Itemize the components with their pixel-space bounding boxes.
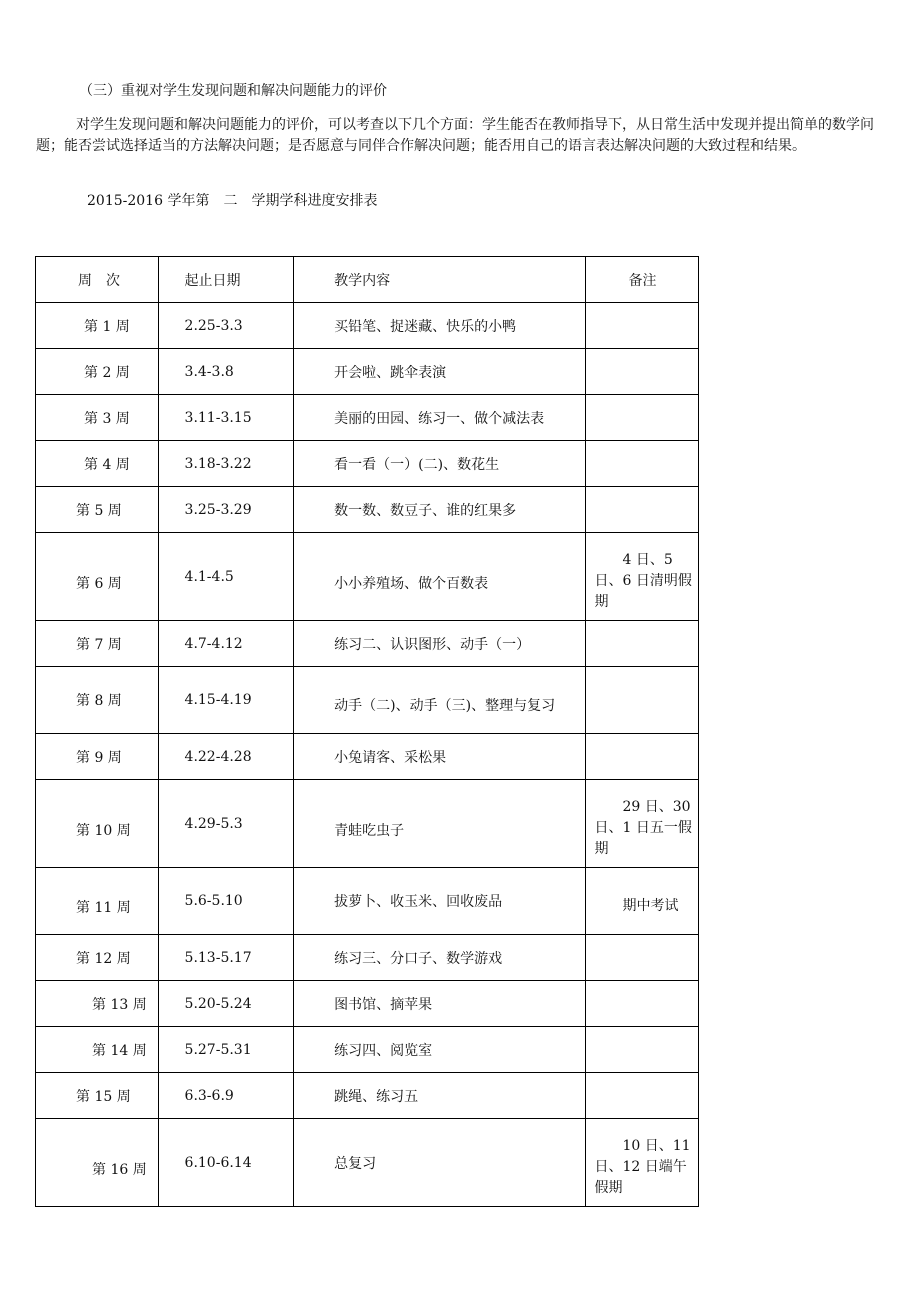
table-row	[36, 621, 699, 667]
dates-cell-text: 4.15-4.19	[184, 692, 252, 708]
week-cell	[36, 981, 159, 1027]
week-cell	[36, 1073, 159, 1119]
week-cell-text: 第 13 周	[92, 996, 147, 1013]
dates-cell	[158, 487, 294, 533]
week-cell	[36, 1119, 159, 1207]
table-row	[36, 1027, 699, 1073]
table-body	[36, 303, 699, 1207]
content-cell	[294, 533, 586, 621]
week-cell-text: 第 4 周	[84, 456, 130, 473]
content-cell	[294, 621, 586, 667]
dates-cell	[158, 441, 294, 487]
dates-cell	[158, 981, 294, 1027]
week-cell-text: 第 10 周	[76, 822, 131, 839]
content-cell-text: 拔萝卜、收玉米、回收废品	[334, 894, 503, 910]
header-note: 备注	[586, 257, 699, 303]
dates-cell-text: 4.29-5.3	[184, 815, 243, 832]
table-row	[36, 935, 699, 981]
content-cell	[294, 1027, 586, 1073]
dates-cell	[158, 621, 294, 667]
note-cell-text: 4 日、5 日、6 日清明假期	[594, 552, 692, 610]
week-cell	[36, 1027, 159, 1073]
content-cell-text: 小兔请客、采松果	[334, 749, 447, 766]
content-cell-text: 看一看（一）(二)、数花生	[334, 456, 500, 473]
dates-cell	[158, 1073, 294, 1119]
content-cell-text: 练习四、阅览室	[334, 1042, 433, 1059]
dates-cell-text: 6.3-6.9	[184, 1087, 234, 1104]
note-cell-text: 29 日、30 日、1 日五一假期	[594, 799, 692, 857]
content-cell	[294, 935, 586, 981]
content-cell	[294, 1073, 586, 1119]
note-cell-text: 期中考试	[622, 897, 679, 914]
content-cell	[294, 303, 586, 349]
dates-cell-text: 5.6-5.10	[184, 893, 243, 909]
note-cell	[586, 734, 699, 780]
note-cell	[586, 667, 699, 734]
dates-cell-text: 3.11-3.15	[184, 409, 252, 426]
week-cell-text: 第 14 周	[92, 1042, 147, 1059]
week-cell	[36, 868, 159, 935]
dates-cell-text: 4.1-4.5	[184, 568, 234, 585]
table-row	[36, 1073, 699, 1119]
note-cell-text: 10 日、11 日、12 日端午假期	[594, 1138, 691, 1196]
content-cell	[294, 734, 586, 780]
week-cell-text: 第 5 周	[76, 502, 122, 519]
week-cell-text: 第 7 周	[76, 636, 122, 653]
table-row	[36, 487, 699, 533]
content-cell-text: 图书馆、摘苹果	[334, 996, 433, 1013]
table-header-row	[36, 257, 699, 303]
table-row	[36, 1119, 699, 1207]
dates-cell-text: 6.10-6.14	[184, 1154, 252, 1171]
note-cell	[586, 395, 699, 441]
week-cell-text: 第 9 周	[76, 749, 122, 766]
dates-cell	[158, 349, 294, 395]
content-cell-text: 买铅笔、捉迷藏、快乐的小鸭	[334, 318, 517, 335]
dates-cell-text: 3.18-3.22	[184, 455, 252, 472]
content-cell	[294, 349, 586, 395]
content-cell-text: 练习二、认识图形、动手（一）	[334, 636, 531, 653]
table-row	[36, 533, 699, 621]
content-cell	[294, 868, 586, 935]
week-cell-text: 第 8 周	[76, 693, 122, 709]
week-cell	[36, 303, 159, 349]
table-row	[36, 780, 699, 868]
content-cell-text: 青蛙吃虫子	[334, 822, 405, 839]
table-title: 2015-2016 学年第 二 学期学科进度安排表	[87, 193, 378, 209]
content-cell	[294, 780, 586, 868]
note-cell	[586, 780, 699, 868]
content-cell-text: 数一数、数豆子、谁的红果多	[334, 502, 517, 519]
week-cell	[36, 533, 159, 621]
note-cell	[586, 935, 699, 981]
table-row	[36, 868, 699, 935]
table-row	[36, 981, 699, 1027]
dates-cell-text: 4.7-4.12	[184, 635, 243, 652]
week-cell	[36, 935, 159, 981]
note-cell	[586, 303, 699, 349]
week-cell	[36, 395, 159, 441]
note-cell	[586, 1119, 699, 1207]
note-cell	[586, 533, 699, 621]
content-cell-text: 美丽的田园、练习一、做个减法表	[334, 410, 545, 427]
week-cell	[36, 621, 159, 667]
note-cell	[586, 981, 699, 1027]
week-cell	[36, 667, 159, 734]
note-cell	[586, 621, 699, 667]
week-cell-text: 第 6 周	[76, 575, 122, 592]
dates-cell	[158, 868, 294, 935]
week-cell-text: 第 1 周	[84, 318, 130, 335]
dates-cell-text: 5.13-5.17	[184, 949, 252, 966]
note-cell	[586, 1073, 699, 1119]
evaluation-paragraph: 对学生发现问题和解决问题能力的评价，可以考查以下几个方面：学生能否在教师指导下，从日常生活中发现并提出简单的数学问题；能否尝试选择适当的方法解决问题；是否愿意与同伴合作解决问题；能否用自己的语言表达解决问题的大致过程和结果。	[36, 117, 874, 154]
content-cell-text: 跳绳、练习五	[334, 1088, 419, 1105]
dates-cell	[158, 935, 294, 981]
week-cell	[36, 441, 159, 487]
dates-cell	[158, 667, 294, 734]
dates-cell	[158, 395, 294, 441]
content-cell-text: 总复习	[334, 1155, 377, 1172]
dates-cell	[158, 780, 294, 868]
week-cell	[36, 487, 159, 533]
content-cell-text: 练习三、分口子、数学游戏	[334, 950, 503, 967]
week-cell-text: 第 3 周	[84, 410, 130, 427]
week-cell	[36, 780, 159, 868]
section-heading: （三）重视对学生发现问题和解决问题能力的评价	[79, 83, 387, 99]
table-row	[36, 441, 699, 487]
header-dates: 起止日期	[158, 257, 294, 303]
header-week: 周 次	[36, 257, 159, 303]
dates-cell-text: 3.25-3.29	[184, 501, 252, 518]
week-cell-text: 第 16 周	[92, 1161, 147, 1178]
content-cell	[294, 1119, 586, 1207]
content-cell	[294, 441, 586, 487]
dates-cell-text: 4.22-4.28	[184, 748, 252, 765]
week-cell-text: 第 2 周	[84, 364, 130, 381]
note-cell	[586, 487, 699, 533]
dates-cell	[158, 734, 294, 780]
dates-cell-text: 2.25-3.3	[184, 317, 243, 334]
content-cell	[294, 395, 586, 441]
note-cell	[586, 868, 699, 935]
week-cell	[36, 734, 159, 780]
dates-cell-text: 3.4-3.8	[184, 363, 234, 380]
content-cell	[294, 487, 586, 533]
week-cell-text: 第 15 周	[76, 1088, 131, 1105]
table-row	[36, 303, 699, 349]
table-row	[36, 667, 699, 734]
note-cell	[586, 1027, 699, 1073]
note-cell	[586, 349, 699, 395]
schedule-table	[35, 256, 699, 1207]
week-cell	[36, 349, 159, 395]
week-cell-text: 第 12 周	[76, 950, 131, 967]
content-cell-text: 开会啦、跳伞表演	[334, 364, 447, 381]
table-row	[36, 734, 699, 780]
dates-cell	[158, 533, 294, 621]
dates-cell	[158, 1027, 294, 1073]
note-cell	[586, 441, 699, 487]
dates-cell	[158, 1119, 294, 1207]
content-cell-text: 动手（二)、动手（三)、整理与复习	[334, 698, 556, 714]
content-cell	[294, 667, 586, 734]
dates-cell	[158, 303, 294, 349]
table-row	[36, 395, 699, 441]
content-cell	[294, 981, 586, 1027]
week-cell-text: 第 11 周	[76, 900, 131, 916]
content-cell-text: 小小养殖场、做个百数表	[334, 575, 489, 592]
table-row	[36, 349, 699, 395]
dates-cell-text: 5.27-5.31	[184, 1041, 252, 1058]
dates-cell-text: 5.20-5.24	[184, 995, 252, 1012]
header-content: 教学内容	[294, 257, 586, 303]
